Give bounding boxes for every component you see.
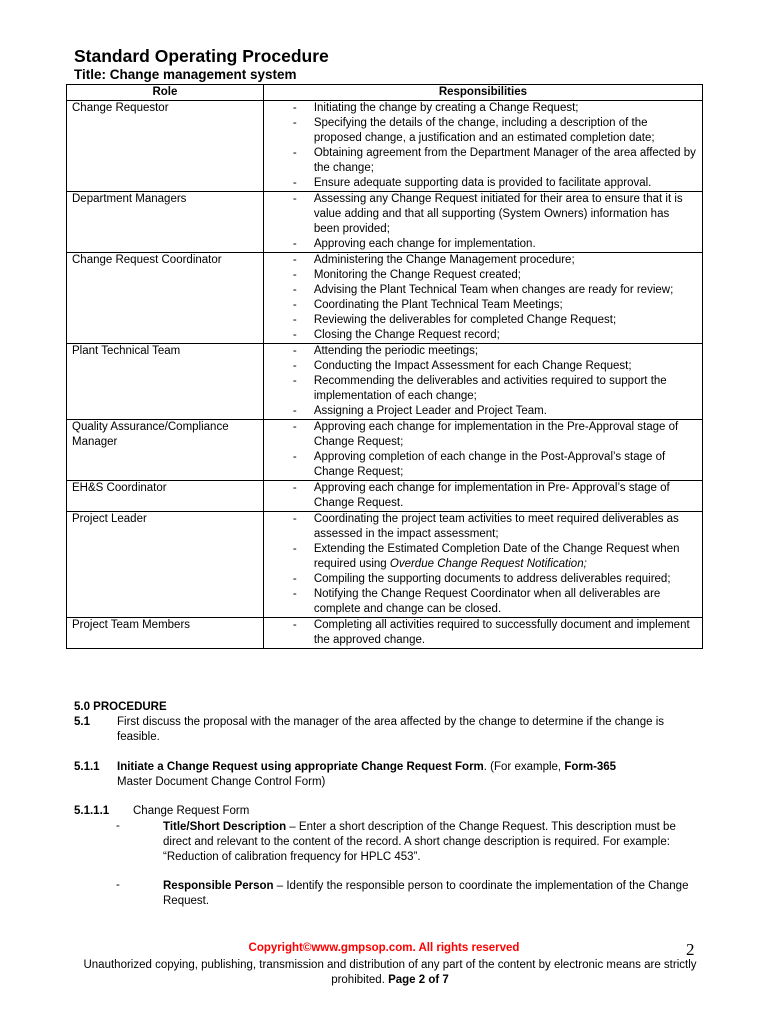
responsible-person-text: – Identify the responsible person to coordinate the implementation of the Change Request.: [163, 880, 689, 907]
responsibility-item: - Administering the Change Management procedure;: [269, 253, 697, 268]
table-row: [67, 512, 703, 618]
responsibility-item: - Ensure adequate supporting data is provided to facilitate approval.: [269, 176, 697, 191]
page-of-label: Page 2 of 7: [388, 974, 449, 986]
initiate-change-request-text: Initiate a Change Request using appropriate Change Request Form: [117, 761, 484, 773]
section-5-1-1-tail: Master Document Change Control Form): [117, 776, 326, 788]
responsibility-item: - Coordinating the Plant Technical Team Meetings;: [269, 298, 697, 313]
responsibility-item: - Conducting the Impact Assessment for each Change Request;: [269, 359, 697, 374]
responsibility-item: - Notifying the Change Request Coordinator when all deliverables are complete and change can be closed.: [269, 587, 697, 617]
role-cell: Change Request Coordinator: [67, 253, 264, 344]
section-5-1-1-1-number: 5.1.1.1: [74, 805, 110, 817]
table-row: [67, 253, 703, 344]
section-5-1-text: First discuss the proposal with the manager of the area affected by the change to determine if the change is feasible.: [117, 716, 664, 743]
responsibility-item: [269, 542, 697, 572]
responsibilities-cell: [263, 253, 702, 344]
usage-notice: [60, 958, 720, 988]
responsibility-item: - Obtaining agreement from the Department Manager of the area affected by the change;: [269, 146, 697, 176]
overdue-notification-reference: Overdue Change Request Notification;: [389, 558, 587, 570]
title-short-description-label: Title/Short Description: [163, 821, 287, 833]
responsibility-item: - Specifying the details of the change, including a description of the proposed change, a justification and an estimated completion date;: [269, 116, 697, 146]
responsibility-item: - Monitoring the Change Request created;: [269, 268, 697, 283]
responsibility-item: - Coordinating the project team activities to meet required deliverables as assessed in the impact assessment;: [269, 512, 697, 542]
responsible-person-label: Responsible Person: [163, 880, 274, 892]
section-5-1-1-text: [117, 760, 697, 775]
responsibility-text: Extending the Estimated Completion Date of the Change Request when required using: [313, 543, 680, 570]
responsibility-item: - Completing all activities required to successfully document and implement the approved change.: [269, 618, 697, 648]
copyright-notice: Copyright©www.gmpsop.com. All rights reserved: [248, 942, 520, 954]
header-responsibilities: Responsibilities: [263, 85, 702, 101]
section-5-1-1-number: 5.1.1: [74, 761, 100, 773]
section-5-1-1-1-text: Change Request Form: [133, 805, 250, 817]
table-row: [67, 192, 703, 253]
role-cell: Quality Assurance/Compliance Manager: [67, 420, 264, 481]
responsibility-item: - Initiating the change by creating a Change Request;: [269, 101, 697, 116]
procedure-heading: 5.0 PROCEDURE: [74, 701, 167, 713]
table-row: [67, 481, 703, 512]
responsibility-item: - Advising the Plant Technical Team when changes are ready for review;: [269, 283, 697, 298]
table-row: [67, 618, 703, 649]
role-cell: Project Team Members: [67, 618, 264, 649]
document-title: Standard Operating Procedure: [74, 46, 329, 66]
responsibilities-cell: [263, 618, 702, 649]
responsibilities-cell: [263, 481, 702, 512]
table-row: [67, 101, 703, 192]
bullet-dash: -: [116, 879, 120, 891]
bullet-dash: -: [116, 820, 120, 832]
example-prefix: . (For example,: [483, 761, 565, 773]
document-subtitle: Title: Change management system: [74, 67, 297, 82]
responsibility-item: - Assessing any Change Request initiated for their area to ensure that it is value adding and that all supporting (System Owners) information has been provided;: [269, 192, 697, 237]
role-cell: Department Managers: [67, 192, 264, 253]
usage-notice-text: Unauthorized copying, publishing, transmission and distribution of any part of the content by electronic means are strictly prohibited.: [83, 959, 697, 986]
page-number-mark: 2: [686, 940, 695, 959]
responsibility-item: - Reviewing the deliverables for completed Change Request;: [269, 313, 697, 328]
responsibilities-cell: [263, 420, 702, 481]
responsibility-item: - Recommending the deliverables and activities required to support the implementation of each change;: [269, 374, 697, 404]
table-row: [67, 344, 703, 420]
responsibilities-cell: [263, 344, 702, 420]
table-row: [67, 420, 703, 481]
form-number: Form-365: [564, 761, 617, 773]
responsibility-item: - Approving each change for implementation in Pre- Approval’s stage of Change Request.: [269, 481, 697, 511]
roles-table: [66, 84, 703, 649]
role-cell: Change Requestor: [67, 101, 264, 192]
responsibility-item: - Compiling the supporting documents to address deliverables required;: [269, 572, 697, 587]
title-short-description-text: – Enter a short description of the Change Request. This description must be direct and relevant to the content of the record. A short change description is required. For example: “Reduction of calibration frequency for HPLC 453”.: [163, 821, 676, 863]
section-5-1-number: 5.1: [74, 716, 90, 728]
responsibilities-cell: [263, 101, 702, 192]
responsibilities-cell: [263, 192, 702, 253]
responsibility-item: - Assigning a Project Leader and Project Team.: [269, 404, 697, 419]
header-role: Role: [67, 85, 264, 101]
role-cell: Project Leader: [67, 512, 264, 618]
role-cell: EH&S Coordinator: [67, 481, 264, 512]
title-short-description-item: [163, 820, 703, 865]
responsibilities-cell: [263, 512, 702, 618]
role-cell: Plant Technical Team: [67, 344, 264, 420]
responsibility-item: - Approving each change for implementation.: [269, 237, 697, 252]
responsibility-item: - Attending the periodic meetings;: [269, 344, 697, 359]
responsible-person-item: [163, 879, 703, 909]
responsibility-item: - Closing the Change Request record;: [269, 328, 697, 343]
responsibility-item: - Approving completion of each change in the Post-Approval’s stage of Change Request;: [269, 450, 697, 480]
responsibility-item: - Approving each change for implementation in the Pre-Approval stage of Change Request;: [269, 420, 697, 450]
table-header-row: [67, 85, 703, 101]
